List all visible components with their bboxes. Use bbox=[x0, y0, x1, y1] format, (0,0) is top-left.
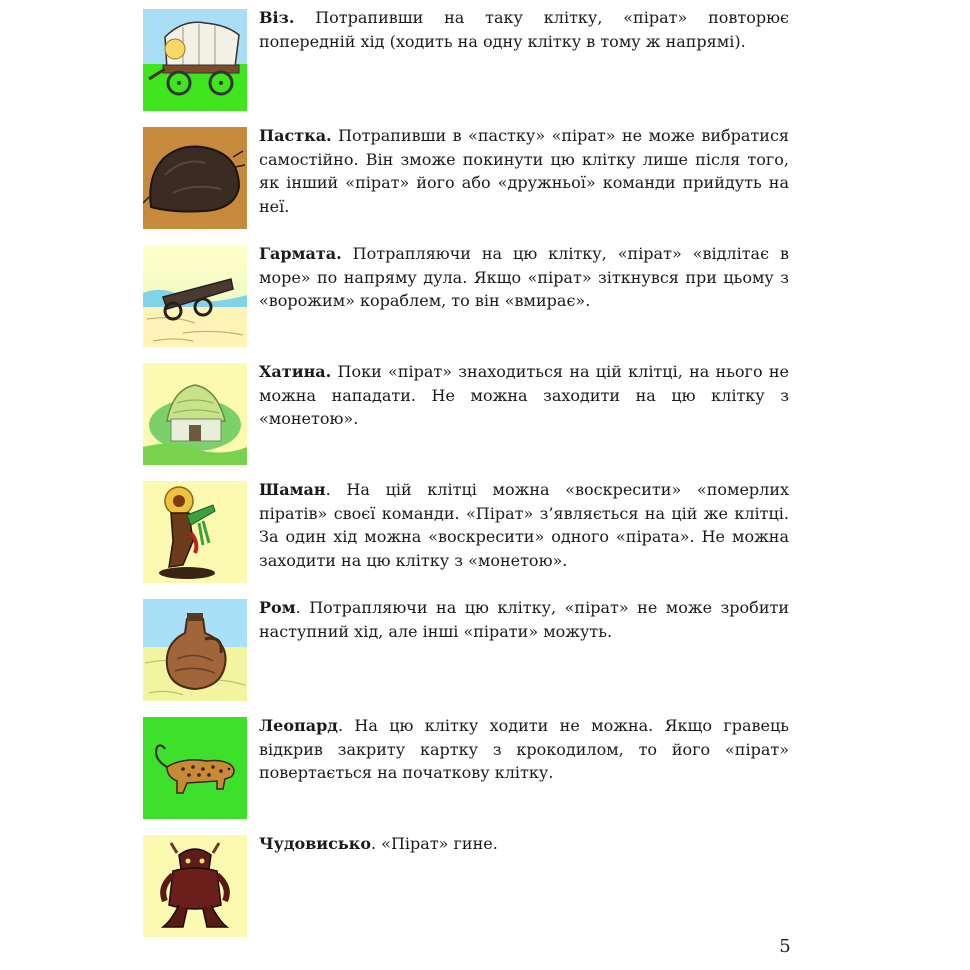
entry-term: Віз. bbox=[259, 8, 295, 27]
entry-description: Потрапивши на таку клітку, «пірат» повторює попередній хід (ходить на одну клітку в тому ж напрямі). bbox=[259, 8, 789, 51]
entry-text bbox=[259, 6, 789, 53]
hut-icon bbox=[143, 363, 247, 465]
entry-term: Пастка. bbox=[259, 126, 332, 145]
trap-icon bbox=[143, 127, 247, 229]
entry-text bbox=[259, 124, 789, 218]
entry-leopard bbox=[143, 717, 788, 819]
entry-description: . «Пірат» гине. bbox=[371, 834, 498, 853]
entry-description: . Потрапляючи на цю клітку, «пірат» не може зробити наступний хід, але інші «пірати» можуть. bbox=[259, 598, 789, 641]
entry-wagon bbox=[143, 9, 788, 111]
entry-text bbox=[259, 714, 789, 785]
entry-description: Потрапляючи на цю клітку, «пірат» «відлітає в море» по напряму дула. Якщо «пірат» зіткнувся при цьому з «ворожим» кораблем, то він «вмирає». bbox=[259, 244, 789, 310]
entry-term: Чудовисько bbox=[259, 834, 371, 853]
entry-text bbox=[259, 478, 789, 572]
entry-shaman bbox=[143, 481, 788, 583]
wagon-icon bbox=[143, 9, 247, 111]
entry-text bbox=[259, 596, 789, 643]
entry-rum bbox=[143, 599, 788, 701]
entry-description: Поки «пірат» знаходиться на цій клітці, на нього не можна нападати. Не можна заходити на цю клітку з «монетою». bbox=[259, 362, 789, 428]
entry-text bbox=[259, 242, 789, 313]
entry-term: Шаман bbox=[259, 480, 326, 499]
entry-description: . На цій клітці можна «воскресити» «померлих піратів» своєї команди. «Пірат» з’являється на цій же клітці. За один хід можна «воскресити» одного «пірата». Не можна заходити на цю клітку з «монетою». bbox=[259, 480, 789, 570]
entry-hut bbox=[143, 363, 788, 465]
entry-cannon bbox=[143, 245, 788, 347]
shaman-icon bbox=[143, 481, 247, 583]
page-number: 5 bbox=[779, 936, 791, 957]
entry-trap bbox=[143, 127, 788, 229]
entry-term: Леопард bbox=[259, 716, 338, 735]
monster-icon bbox=[143, 835, 247, 937]
entry-text bbox=[259, 360, 789, 431]
leopard-icon bbox=[143, 717, 247, 819]
entry-term: Хатина. bbox=[259, 362, 332, 381]
cannon-icon bbox=[143, 245, 247, 347]
entry-term: Ром bbox=[259, 598, 296, 617]
entry-description: . На цю клітку ходити не можна. Якщо гравець відкрив закриту картку з крокодилом, то його «пірат» повертається на початкову клітку. bbox=[259, 716, 789, 782]
entry-term: Гармата. bbox=[259, 244, 342, 263]
entry-monster bbox=[143, 835, 788, 937]
entry-description: Потрапивши в «пастку» «пірат» не може вибратися самостійно. Він зможе покинути цю клітку лише після того, як інший «пірат» його або «дружньої» команди прийдуть на неї. bbox=[259, 126, 789, 216]
rum-jug-icon bbox=[143, 599, 247, 701]
entry-text bbox=[259, 832, 789, 856]
